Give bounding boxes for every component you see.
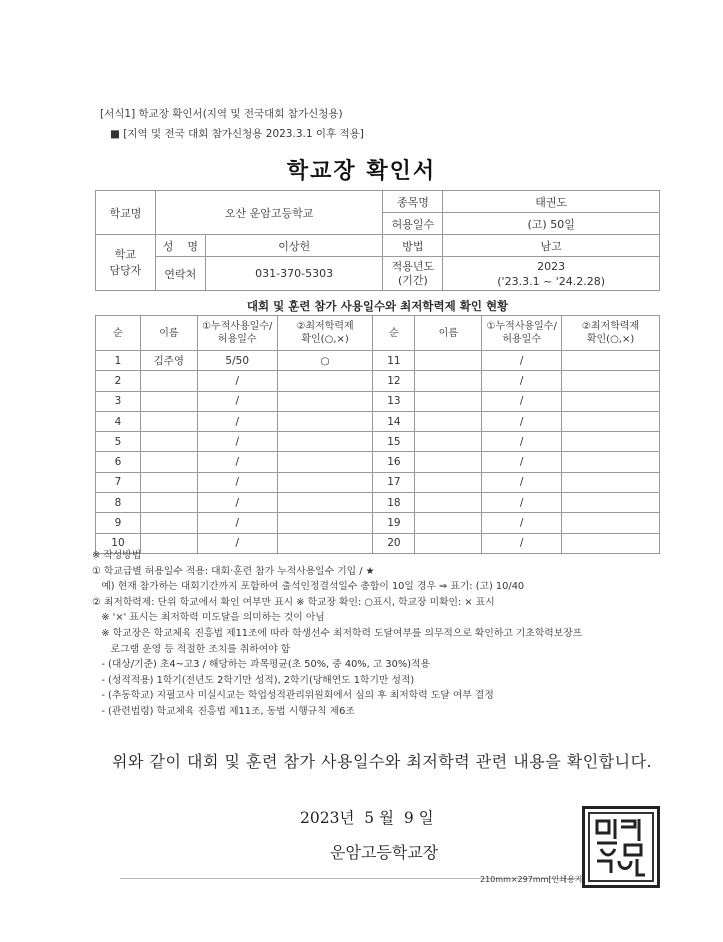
row-name [140, 493, 197, 513]
row-check [277, 472, 373, 492]
row-days: / [482, 351, 562, 371]
note-line: - (성적적용) 1학기(전년도 2학기만 성적), 2학기(당해연도 1학기만 성적) [92, 674, 415, 686]
row-name [140, 452, 197, 472]
table-row [96, 371, 660, 391]
row-name [140, 513, 197, 533]
col-name-right: 이름 [415, 316, 482, 351]
contact-label: 연락처 [155, 257, 205, 291]
name-value: 이상헌 [205, 235, 383, 257]
row-name [140, 472, 197, 492]
table-row [96, 472, 660, 492]
table-row [96, 391, 660, 411]
table-row [96, 493, 660, 513]
row-no: 7 [96, 472, 141, 492]
row-check [562, 411, 660, 431]
note-line: ② 최저학력제: 단위 학교에서 확인 여부만 표시 ※ 학교장 확인: ○표시, 학교장 미확인: × 표시 [92, 596, 495, 608]
col-days-right: ①누적사용일수/ 허용일수 [482, 316, 562, 351]
row-no: 3 [96, 391, 141, 411]
row-no: 14 [373, 411, 415, 431]
writing-instructions [92, 548, 692, 720]
row-days: / [482, 533, 562, 553]
note-line: 예) 현재 참가하는 대회기간까지 포함하여 출석인정결석일수 총합이 10일 경우 ⇒ 표기: (고) 10/40 [92, 581, 525, 593]
col-min-right: ②최저학력제 확인(○,×) [562, 316, 660, 351]
participation-table [95, 315, 660, 554]
table-row [96, 513, 660, 533]
row-days: / [482, 472, 562, 492]
row-name [415, 493, 482, 513]
year-value: 2023 [537, 259, 566, 273]
sport-value: 태권도 [443, 191, 660, 213]
note-line: - (관련법령) 학교체육 진흥법 제11조, 동법 시행규칙 제6조 [92, 705, 355, 717]
row-no: 2 [96, 371, 141, 391]
row-no: 13 [373, 391, 415, 411]
principal-name: 운암고등학교장 [330, 843, 439, 862]
row-days: / [482, 493, 562, 513]
row-no: 17 [373, 472, 415, 492]
allowed-days-value: (고) 50일 [443, 213, 660, 235]
row-name [140, 411, 197, 431]
row-no: 18 [373, 493, 415, 513]
position-label: 방법 [383, 235, 443, 257]
row-no: 10 [96, 533, 141, 553]
row-days: / [197, 411, 277, 431]
period-value: ('23.3.1 ~ '24.2.28) [497, 274, 606, 288]
table-row [96, 411, 660, 431]
row-days: / [482, 371, 562, 391]
row-check: ○ [277, 351, 373, 371]
row-check [562, 351, 660, 371]
col-no-right: 순 [373, 316, 415, 351]
note-line: 로그램 운영 등 적절한 조치를 취하여야 함 [92, 643, 291, 655]
row-name [415, 411, 482, 431]
school-value: 오산 운암고등학교 [155, 191, 383, 235]
row-days: / [197, 391, 277, 411]
note-line: ※ '×' 표시는 최저학력 미도달을 의미하는 것이 아님 [92, 612, 325, 624]
row-no: 4 [96, 411, 141, 431]
row-days: / [197, 533, 277, 553]
confirmation-date: 2023년 5 월 9 일 [300, 809, 434, 827]
row-name [140, 432, 197, 452]
applicability-note: ■ [지역 및 전국 대회 참가신청용 2023.3.1 이후 적용] [110, 128, 364, 140]
row-no: 19 [373, 513, 415, 533]
form-label: [서식1] 학교장 확인서(지역 및 전국대회 참가신청용) [100, 108, 343, 120]
row-no: 11 [373, 351, 415, 371]
table-row [96, 432, 660, 452]
row-days: / [482, 411, 562, 431]
col-no-left: 순 [96, 316, 141, 351]
row-days: / [197, 452, 277, 472]
sport-label: 종목명 [383, 191, 443, 213]
officer-label: 학교 담당자 [96, 235, 156, 291]
allowed-days-label: 허용일수 [383, 213, 443, 235]
row-check [277, 513, 373, 533]
row-days: / [197, 371, 277, 391]
page-title: 학교장 확인서 [286, 159, 437, 184]
row-days: / [482, 513, 562, 533]
row-check [277, 371, 373, 391]
row-no: 16 [373, 452, 415, 472]
info-table [95, 190, 660, 291]
paper-size-note: 210mm×297mm[인쇄용지 [480, 875, 583, 884]
row-check [277, 493, 373, 513]
row-check [562, 493, 660, 513]
row-check [562, 391, 660, 411]
note-line: - (대상/기준) 초4~고3 / 해당하는 과목평균(초 50%, 중 40%, 고 30%)적용 [92, 659, 430, 671]
col-days-left: ①누적사용일수/ 허용일수 [197, 316, 277, 351]
table-row [96, 351, 660, 371]
row-name [415, 432, 482, 452]
row-no: 9 [96, 513, 141, 533]
school-seal-stamp [582, 806, 660, 888]
row-no: 15 [373, 432, 415, 452]
row-name [415, 391, 482, 411]
row-days: / [197, 513, 277, 533]
row-days: / [482, 452, 562, 472]
row-no: 20 [373, 533, 415, 553]
school-label: 학교명 [96, 191, 156, 235]
note-line: ① 학교급별 허용일수 적용: 대회·훈련 참가 누적사용일수 기입 / ★ [92, 565, 375, 577]
col-min-left: ②최저학력제 확인(○,×) [277, 316, 373, 351]
row-name [415, 351, 482, 371]
row-name [140, 391, 197, 411]
col-name-left: 이름 [140, 316, 197, 351]
year-label: 적용년도 (기간) [383, 257, 443, 291]
row-check [562, 432, 660, 452]
row-check [562, 452, 660, 472]
note-line: ※ 작성방법 [92, 550, 142, 561]
note-line: - (추동학교) 지필고사 미실시교는 학업성적관리위원회에서 심의 후 최저학력 도달 여부 결정 [92, 690, 494, 702]
year-cell [443, 257, 660, 291]
row-no: 5 [96, 432, 141, 452]
row-no: 6 [96, 452, 141, 472]
row-name [415, 452, 482, 472]
row-check [562, 472, 660, 492]
name-label: 성 명 [155, 235, 205, 257]
row-no: 8 [96, 493, 141, 513]
row-check [277, 452, 373, 472]
row-no: 1 [96, 351, 141, 371]
row-days: / [482, 391, 562, 411]
row-check [562, 513, 660, 533]
row-check [562, 371, 660, 391]
row-name [415, 513, 482, 533]
contact-value: 031-370-5303 [205, 257, 383, 291]
row-name [140, 371, 197, 391]
note-line: ※ 학교장은 학교체육 진흥법 제11조에 따라 학생선수 최저학력 도달여부를 의무적으로 확인하고 기초학력보장프 [92, 627, 583, 639]
row-check [277, 411, 373, 431]
row-days: / [197, 432, 277, 452]
row-days: 5/50 [197, 351, 277, 371]
table-subtitle: 대회 및 훈련 참가 사용일수와 최저학력제 확인 현황 [246, 299, 509, 313]
row-name: 김주영 [140, 351, 197, 371]
row-name [415, 371, 482, 391]
row-check [277, 391, 373, 411]
row-days: / [197, 493, 277, 513]
confirmation-text: 위와 같이 대회 및 훈련 참가 사용일수와 최저학력 관련 내용을 확인합니다. [112, 752, 653, 771]
row-name [415, 472, 482, 492]
row-check [277, 432, 373, 452]
position-value: 남고 [443, 235, 660, 257]
row-no: 12 [373, 371, 415, 391]
row-days: / [482, 432, 562, 452]
table-row [96, 452, 660, 472]
row-days: / [197, 472, 277, 492]
